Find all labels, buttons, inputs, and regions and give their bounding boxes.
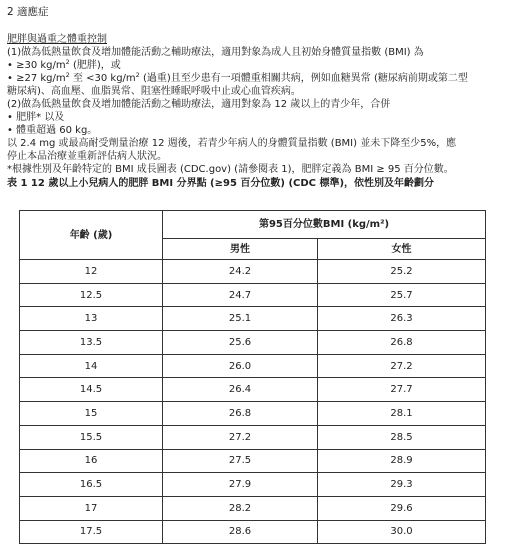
age-cell: 17.5 [20,520,163,544]
bullet-mark: • [7,72,13,84]
bmi-threshold-overweight-high: 至 <30 kg/m [69,72,136,84]
header-female: 女性 [318,239,486,260]
female-bmi-cell: 25.2 [318,260,486,284]
female-bmi-cell: 29.3 [318,473,486,497]
bmi-cutoff-table [19,210,486,544]
male-bmi-cell: 26.4 [163,378,318,402]
indication-2-intro: (2)做為低熱量飲食及增加體能活動之輔助療法，適用對象為 12 歲以上的青少年，合併 [7,98,391,110]
female-bmi-cell: 25.7 [318,283,486,307]
age-cell: 15.5 [20,425,163,449]
document-page [7,6,499,195]
male-bmi-cell: 27.9 [163,473,318,497]
table-caption: 表 1 12 歲以上小兒病人的肥胖 BMI 分界點 (≥95 百分位數) (CDC 標準)，依性別及年齡劃分 [7,177,435,189]
female-bmi-cell: 28.9 [318,449,486,473]
bmi-threshold-obese: ≥30 kg/m [16,59,66,71]
indication-2-stop-rule: 以 2.4 mg 或最高耐受劑量治療 12 週後，若青少年病人的身體質量指數 (BMI) 並未下降至少5%，應 [7,137,457,149]
table-row [20,425,486,449]
indication-1-intro: (1)做為低熱量飲食及增加體能活動之輔助療法，適用對象為成人且初始身體質量指數 (BMI) 為 [7,46,424,58]
section-heading: 2 適應症 [7,6,49,18]
table-row [20,402,486,426]
bullet-mark: • [7,59,13,71]
male-bmi-cell: 26.8 [163,402,318,426]
bmi-threshold-overweight-low: ≥27 kg/m [16,72,66,84]
age-cell: 17 [20,496,163,520]
male-bmi-cell: 26.0 [163,354,318,378]
table-row [20,473,486,497]
female-bmi-cell: 30.0 [318,520,486,544]
bullet-text: (過重)且至少患有一項體重相關共病，例如血糖異常 (糖尿病前期或第二型 [139,72,468,84]
male-bmi-cell: 27.5 [163,449,318,473]
table-row [20,283,486,307]
female-bmi-cell: 27.7 [318,378,486,402]
superscript: 2 [135,70,140,79]
superscript: 2 [65,57,70,66]
age-cell: 14.5 [20,378,163,402]
indication-1-bullet-obese [7,59,499,72]
male-bmi-cell: 27.2 [163,425,318,449]
table-row [20,449,486,473]
age-cell: 15 [20,402,163,426]
table-row [20,378,486,402]
header-bmi-group: 第95百分位數BMI (kg/m²) [163,211,486,239]
table-row [20,307,486,331]
header-male: 男性 [163,239,318,260]
indication-1-bullet-overweight [7,72,499,85]
table-row [20,331,486,355]
indication-1-continued: 糖尿病)、高血壓、血脂異常、阻塞性睡眠呼吸中止或心血管疾病。 [7,85,301,97]
female-bmi-cell: 26.3 [318,307,486,331]
age-cell: 16.5 [20,473,163,497]
table-row [20,496,486,520]
age-cell: 12.5 [20,283,163,307]
footnote: *根據性別及年齡特定的 BMI 成長圖表 (CDC.gov) (請參閱表 1)，肥胖定義為 BMI ≥ 95 百分位數。 [7,163,454,175]
bullet-text: (肥胖)，或 [69,59,121,71]
female-bmi-cell: 28.1 [318,402,486,426]
female-bmi-cell: 27.2 [318,354,486,378]
table-row [20,520,486,544]
male-bmi-cell: 28.6 [163,520,318,544]
female-bmi-cell: 29.6 [318,496,486,520]
age-cell: 13.5 [20,331,163,355]
indication-2-bullet-weight: • 體重超過 60 kg。 [7,124,98,136]
indication-2-bullet-obese: • 肥胖* 以及 [7,111,65,123]
header-age: 年齡 (歲) [20,211,163,260]
age-cell: 13 [20,307,163,331]
female-bmi-cell: 28.5 [318,425,486,449]
male-bmi-cell: 24.7 [163,283,318,307]
superscript: 2 [65,70,70,79]
female-bmi-cell: 26.8 [318,331,486,355]
sub-heading: 肥胖與過重之體重控制 [7,33,107,45]
male-bmi-cell: 24.2 [163,260,318,284]
table-row [20,260,486,284]
table-row [20,354,486,378]
age-cell: 16 [20,449,163,473]
male-bmi-cell: 28.2 [163,496,318,520]
indication-2-stop-rule-continued: 停止本品治療並重新評估病人狀況。 [7,150,167,162]
age-cell: 12 [20,260,163,284]
male-bmi-cell: 25.1 [163,307,318,331]
male-bmi-cell: 25.6 [163,331,318,355]
age-cell: 14 [20,354,163,378]
